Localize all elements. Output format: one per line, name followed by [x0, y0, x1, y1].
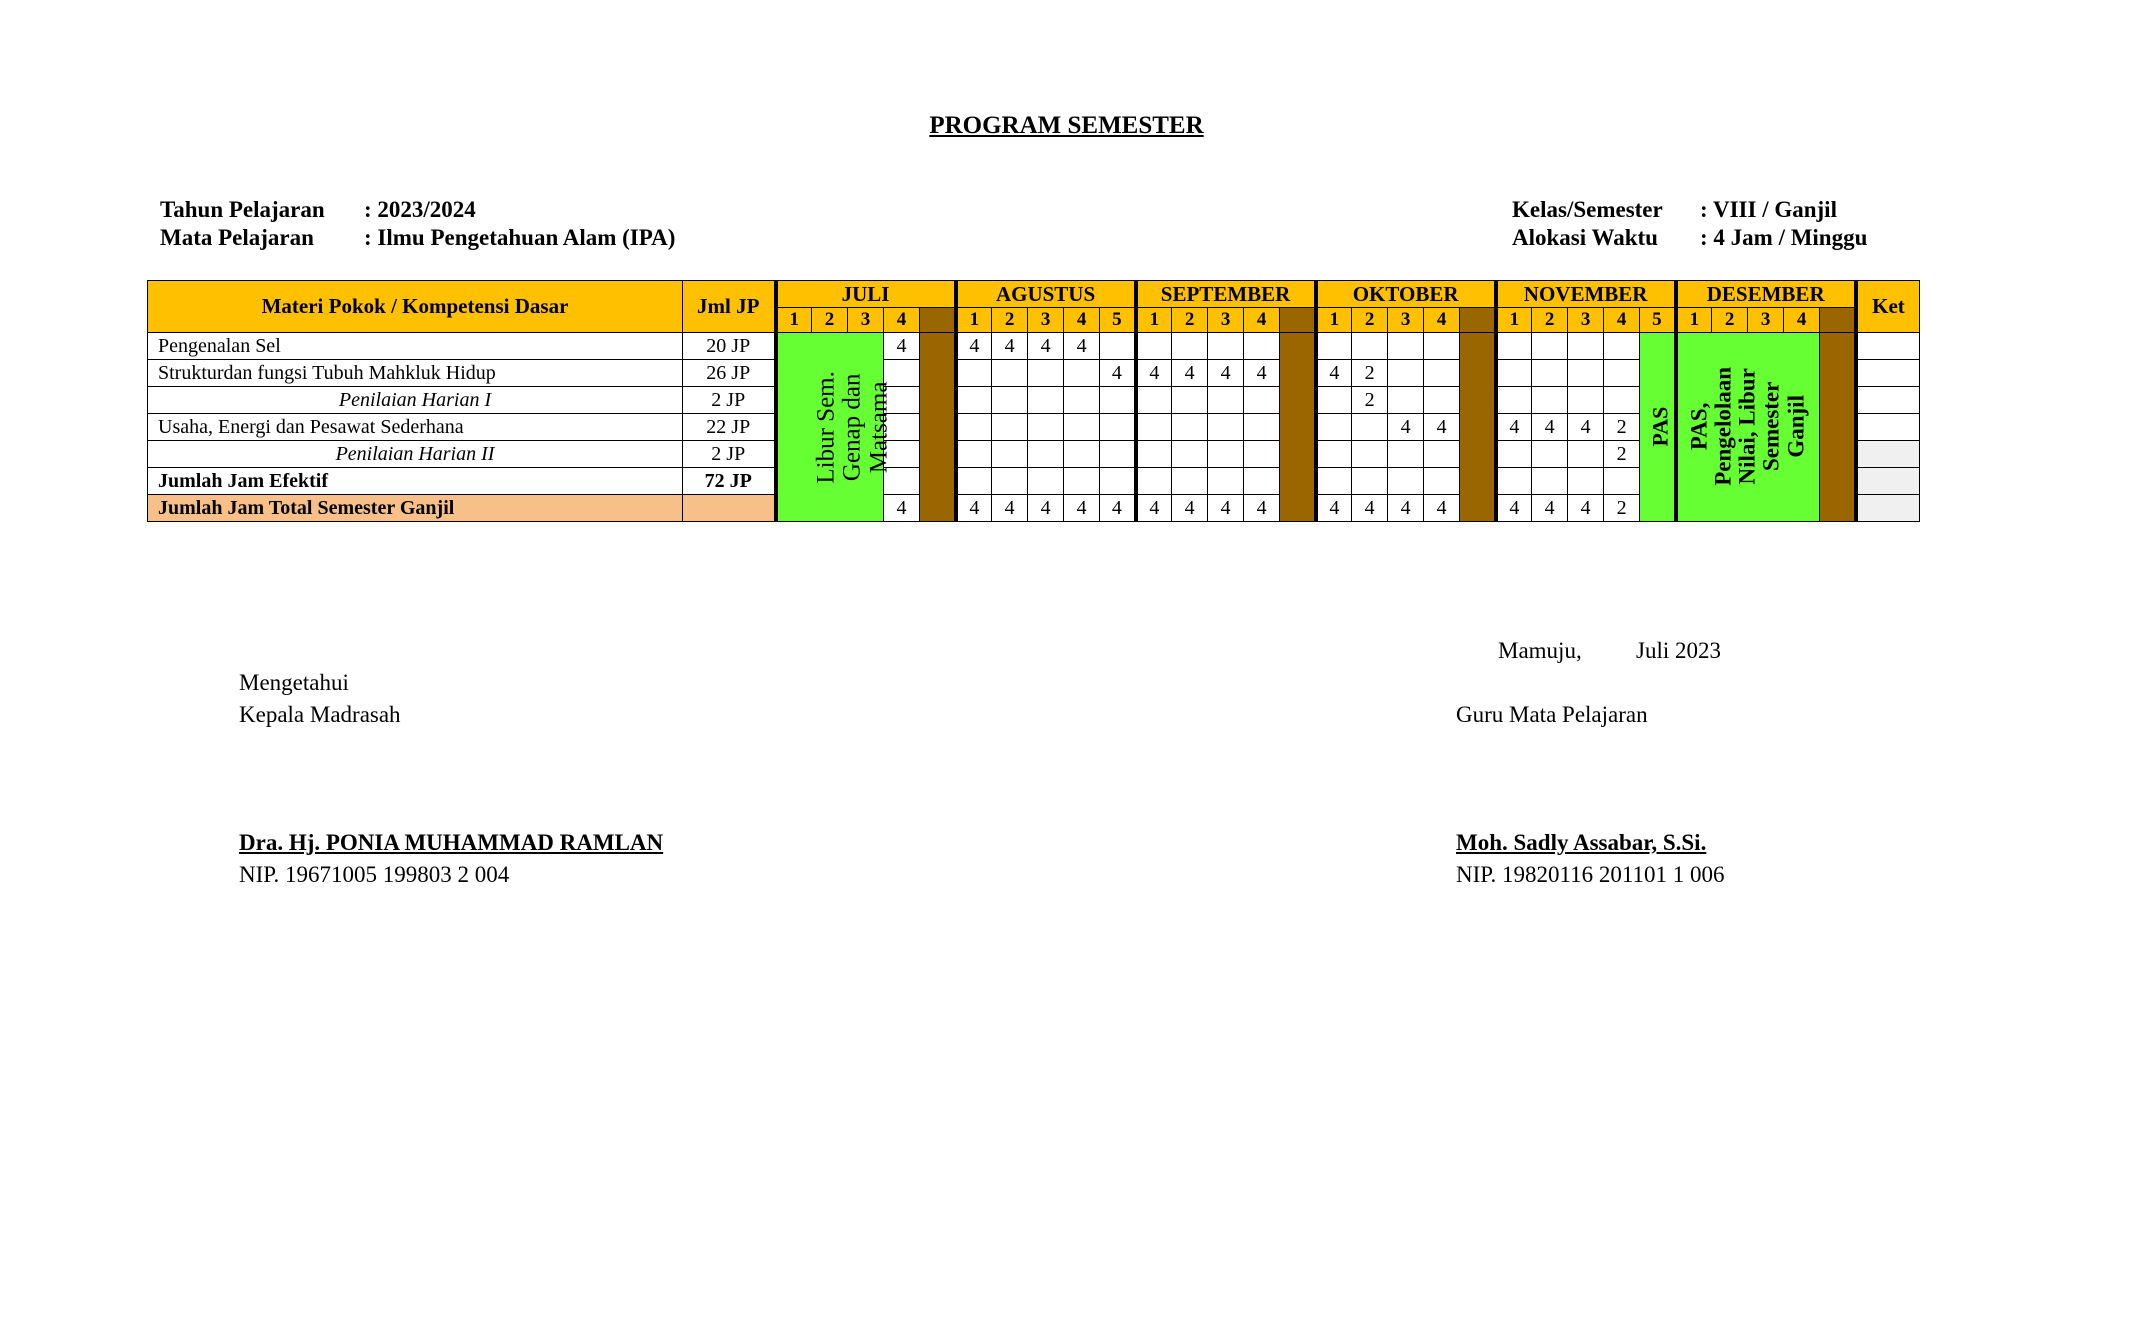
kelas-value: : VIII / Ganjil [1700, 197, 1837, 222]
cell-sep1 [1136, 441, 1172, 468]
cell-agu2 [992, 468, 1028, 495]
tahun-label: Tahun Pelajaran [160, 197, 325, 222]
cell-sep3 [1208, 414, 1244, 441]
cell-okt3 [1388, 333, 1424, 360]
row-materi: Jumlah Jam Efektif [148, 468, 683, 495]
cell-agu1 [956, 468, 992, 495]
document-title: PROGRAM SEMESTER [929, 112, 1204, 139]
kepala-madrasah-label: Kepala Madrasah [239, 702, 401, 727]
cell-sep2 [1172, 414, 1208, 441]
header-jml-jp: Jml JP [683, 281, 776, 333]
cell-nov4 [1604, 468, 1640, 495]
row-ket [1856, 414, 1920, 441]
week-header-nov-2: 2 [1532, 308, 1568, 333]
cell-nov1: 4 [1496, 495, 1532, 522]
row-jml-jp: 22 JP [683, 414, 776, 441]
cell-okt4 [1424, 441, 1460, 468]
kelas-label: Kelas/Semester [1512, 197, 1663, 222]
cell-agu1 [956, 414, 992, 441]
header-month-november: NOVEMBER [1496, 281, 1676, 308]
cell-okt1: 4 [1316, 360, 1352, 387]
week-header-jul-2: 2 [812, 308, 848, 333]
cell-sep3: 4 [1208, 495, 1244, 522]
cell-okt1 [1316, 468, 1352, 495]
cell-sep3 [1208, 468, 1244, 495]
week-header-nov-4: 4 [1604, 308, 1640, 333]
row-materi: Pengenalan Sel [148, 333, 683, 360]
row-jml-jp: 20 JP [683, 333, 776, 360]
cell-sep1: 4 [1136, 360, 1172, 387]
mengetahui-label: Mengetahui [239, 670, 349, 695]
cell-okt4 [1424, 360, 1460, 387]
row-materi: Jumlah Jam Total Semester Ganjil [148, 495, 683, 522]
week-header-agu-4: 4 [1064, 308, 1100, 333]
cell-sep3 [1208, 333, 1244, 360]
row-ket [1856, 333, 1920, 360]
cell-sep1: 4 [1136, 495, 1172, 522]
cell-sep2 [1172, 333, 1208, 360]
cell-agu1: 4 [956, 495, 992, 522]
mapel-label: Mata Pelajaran [160, 225, 314, 250]
row-jml-jp: 26 JP [683, 360, 776, 387]
cell-agu1 [956, 360, 992, 387]
mapel-value: : Ilmu Pengetahuan Alam (IPA) [364, 225, 676, 250]
header-month-desember: DESEMBER [1676, 281, 1856, 308]
cell-agu3: 4 [1028, 333, 1064, 360]
cell-nov1 [1496, 468, 1532, 495]
cell-sep2: 4 [1172, 360, 1208, 387]
row-ket [1856, 441, 1920, 468]
cell-nov3: 4 [1568, 414, 1604, 441]
cell-agu5: 4 [1100, 360, 1136, 387]
break-column-desember [1820, 333, 1856, 522]
cell-sep4 [1244, 387, 1280, 414]
cell-nov1 [1496, 333, 1532, 360]
cell-jul4: 4 [884, 333, 920, 360]
cell-agu1: 4 [956, 333, 992, 360]
pas-pengelolaan-merged-cell [1676, 333, 1820, 522]
cell-sep2 [1172, 387, 1208, 414]
week-header-agu-1: 1 [956, 308, 992, 333]
guru-label: Guru Mata Pelajaran [1456, 702, 1648, 727]
cell-agu2 [992, 387, 1028, 414]
cell-okt3 [1388, 468, 1424, 495]
week-header-agu-3: 3 [1028, 308, 1064, 333]
cell-okt4 [1424, 333, 1460, 360]
break-column-oktober [1460, 333, 1496, 522]
row-ket [1856, 387, 1920, 414]
row-materi: Usaha, Energi dan Pesawat Sederhana [148, 414, 683, 441]
header-ket: Ket [1856, 281, 1920, 333]
header-month-september: SEPTEMBER [1136, 281, 1316, 308]
cell-sep3: 4 [1208, 360, 1244, 387]
week-header-jul-3: 3 [848, 308, 884, 333]
cell-agu3 [1028, 468, 1064, 495]
cell-nov3 [1568, 387, 1604, 414]
row-jml-jp [683, 495, 776, 522]
cell-agu3 [1028, 441, 1064, 468]
cell-nov3: 4 [1568, 495, 1604, 522]
guru-name: Moh. Sadly Assabar, S.Si. [1456, 830, 1707, 855]
break-column-juli [920, 333, 956, 522]
row-jml-jp: 2 JP [683, 441, 776, 468]
cell-sep4 [1244, 441, 1280, 468]
cell-sep2: 4 [1172, 495, 1208, 522]
cell-agu4 [1064, 360, 1100, 387]
week-header-des-2: 2 [1712, 308, 1748, 333]
cell-agu2: 4 [992, 495, 1028, 522]
cell-sep3 [1208, 387, 1244, 414]
cell-agu3 [1028, 387, 1064, 414]
cell-okt2 [1352, 468, 1388, 495]
cell-okt1 [1316, 441, 1352, 468]
cell-agu5 [1100, 387, 1136, 414]
cell-agu1 [956, 387, 992, 414]
break-column-september [1280, 333, 1316, 522]
cell-agu4: 4 [1064, 495, 1100, 522]
cell-agu4: 4 [1064, 333, 1100, 360]
cell-sep2 [1172, 468, 1208, 495]
week-header-okt-5 [1460, 308, 1496, 333]
week-header-jul-1: 1 [776, 308, 812, 333]
cell-nov1: 4 [1496, 414, 1532, 441]
kepala-nip: NIP. 19671005 199803 2 004 [239, 862, 510, 887]
cell-nov2: 4 [1532, 495, 1568, 522]
cell-agu4 [1064, 387, 1100, 414]
cell-agu5 [1100, 441, 1136, 468]
cell-okt3: 4 [1388, 495, 1424, 522]
cell-okt3 [1388, 360, 1424, 387]
cell-okt4: 4 [1424, 414, 1460, 441]
cell-nov2 [1532, 387, 1568, 414]
cell-agu5: 4 [1100, 495, 1136, 522]
cell-sep2 [1172, 441, 1208, 468]
cell-nov4 [1604, 333, 1640, 360]
cell-sep1 [1136, 387, 1172, 414]
week-header-nov-1: 1 [1496, 308, 1532, 333]
cell-nov3 [1568, 441, 1604, 468]
cell-agu4 [1064, 441, 1100, 468]
cell-sep4 [1244, 414, 1280, 441]
semester-program-table [147, 280, 1920, 522]
cell-sep4 [1244, 333, 1280, 360]
row-jml-jp: 72 JP [683, 468, 776, 495]
week-header-sep-1: 1 [1136, 308, 1172, 333]
cell-okt3: 4 [1388, 414, 1424, 441]
week-header-nov-3: 3 [1568, 308, 1604, 333]
cell-okt1: 4 [1316, 495, 1352, 522]
place-city: Mamuju, [1498, 638, 1582, 663]
week-header-okt-3: 3 [1388, 308, 1424, 333]
cell-agu3: 4 [1028, 495, 1064, 522]
cell-okt4 [1424, 468, 1460, 495]
alokasi-label: Alokasi Waktu [1512, 225, 1658, 250]
header-month-oktober: OKTOBER [1316, 281, 1496, 308]
cell-nov1 [1496, 387, 1532, 414]
vertical-label: Libur Sem. Genap dan Matsama [812, 370, 892, 484]
cell-okt3 [1388, 441, 1424, 468]
cell-nov3 [1568, 333, 1604, 360]
week-header-okt-4: 4 [1424, 308, 1460, 333]
cell-okt2: 2 [1352, 387, 1388, 414]
cell-nov2 [1532, 333, 1568, 360]
cell-agu3 [1028, 414, 1064, 441]
row-materi: Penilaian Harian II [148, 441, 683, 468]
header-materi: Materi Pokok / Kompetensi Dasar [148, 281, 683, 333]
cell-agu1 [956, 441, 992, 468]
cell-agu5 [1100, 468, 1136, 495]
table-row [148, 333, 1920, 360]
cell-okt2 [1352, 441, 1388, 468]
cell-nov2 [1532, 468, 1568, 495]
cell-agu3 [1028, 360, 1064, 387]
cell-nov3 [1568, 360, 1604, 387]
cell-nov2 [1532, 360, 1568, 387]
cell-sep1 [1136, 414, 1172, 441]
week-header-des-5 [1820, 308, 1856, 333]
cell-sep4 [1244, 468, 1280, 495]
cell-okt4 [1424, 387, 1460, 414]
row-materi: Penilaian Harian I [148, 387, 683, 414]
cell-nov4: 2 [1604, 495, 1640, 522]
cell-okt1 [1316, 414, 1352, 441]
cell-agu2 [992, 441, 1028, 468]
header-month-agustus: AGUSTUS [956, 281, 1136, 308]
cell-okt2 [1352, 414, 1388, 441]
week-header-jul-5 [920, 308, 956, 333]
row-jml-jp: 2 JP [683, 387, 776, 414]
week-header-sep-5 [1280, 308, 1316, 333]
cell-agu2 [992, 414, 1028, 441]
week-header-des-3: 3 [1748, 308, 1784, 333]
cell-sep3 [1208, 441, 1244, 468]
cell-okt4: 4 [1424, 495, 1460, 522]
row-ket [1856, 495, 1920, 522]
cell-agu2 [992, 360, 1028, 387]
kepala-name: Dra. Hj. PONIA MUHAMMAD RAMLAN [239, 830, 664, 855]
week-header-sep-3: 3 [1208, 308, 1244, 333]
row-ket [1856, 468, 1920, 495]
week-header-nov-5: 5 [1640, 308, 1676, 333]
alokasi-value: : 4 Jam / Minggu [1700, 225, 1868, 250]
guru-nip: NIP. 19820116 201101 1 006 [1456, 862, 1725, 887]
row-ket [1856, 360, 1920, 387]
cell-agu5 [1100, 414, 1136, 441]
week-header-des-4: 4 [1784, 308, 1820, 333]
cell-jul4: 4 [884, 495, 920, 522]
cell-nov4 [1604, 387, 1640, 414]
tahun-value: : 2023/2024 [364, 197, 476, 222]
cell-nov2 [1532, 441, 1568, 468]
week-header-agu-2: 2 [992, 308, 1028, 333]
cell-agu2: 4 [992, 333, 1028, 360]
week-header-sep-2: 2 [1172, 308, 1208, 333]
week-header-des-1: 1 [1676, 308, 1712, 333]
cell-okt3 [1388, 387, 1424, 414]
cell-okt1 [1316, 333, 1352, 360]
cell-nov1 [1496, 441, 1532, 468]
week-header-sep-4: 4 [1244, 308, 1280, 333]
vertical-label: PAS, Pengelolaan Nilai, Libur Semester Ganjil [1687, 367, 1809, 486]
cell-nov4: 2 [1604, 414, 1640, 441]
cell-sep4: 4 [1244, 360, 1280, 387]
cell-nov3 [1568, 468, 1604, 495]
week-header-agu-5: 5 [1100, 308, 1136, 333]
cell-nov1 [1496, 360, 1532, 387]
cell-agu4 [1064, 414, 1100, 441]
libur-merged-cell [776, 333, 892, 522]
cell-agu4 [1064, 468, 1100, 495]
vertical-label: PAS [1647, 406, 1673, 447]
cell-okt2: 2 [1352, 360, 1388, 387]
cell-nov2: 4 [1532, 414, 1568, 441]
row-materi: Strukturdan fungsi Tubuh Mahkluk Hidup [148, 360, 683, 387]
cell-okt1 [1316, 387, 1352, 414]
cell-okt2 [1352, 333, 1388, 360]
week-header-jul-4: 4 [884, 308, 920, 333]
cell-nov4: 2 [1604, 441, 1640, 468]
place-date: Juli 2023 [1636, 638, 1721, 663]
week-header-okt-1: 1 [1316, 308, 1352, 333]
cell-nov4 [1604, 360, 1640, 387]
cell-sep1 [1136, 333, 1172, 360]
pas-merged-cell [1640, 333, 1676, 522]
cell-sep4: 4 [1244, 495, 1280, 522]
cell-okt2: 4 [1352, 495, 1388, 522]
cell-sep1 [1136, 468, 1172, 495]
week-header-okt-2: 2 [1352, 308, 1388, 333]
header-month-juli: JULI [776, 281, 956, 308]
cell-agu5 [1100, 333, 1136, 360]
